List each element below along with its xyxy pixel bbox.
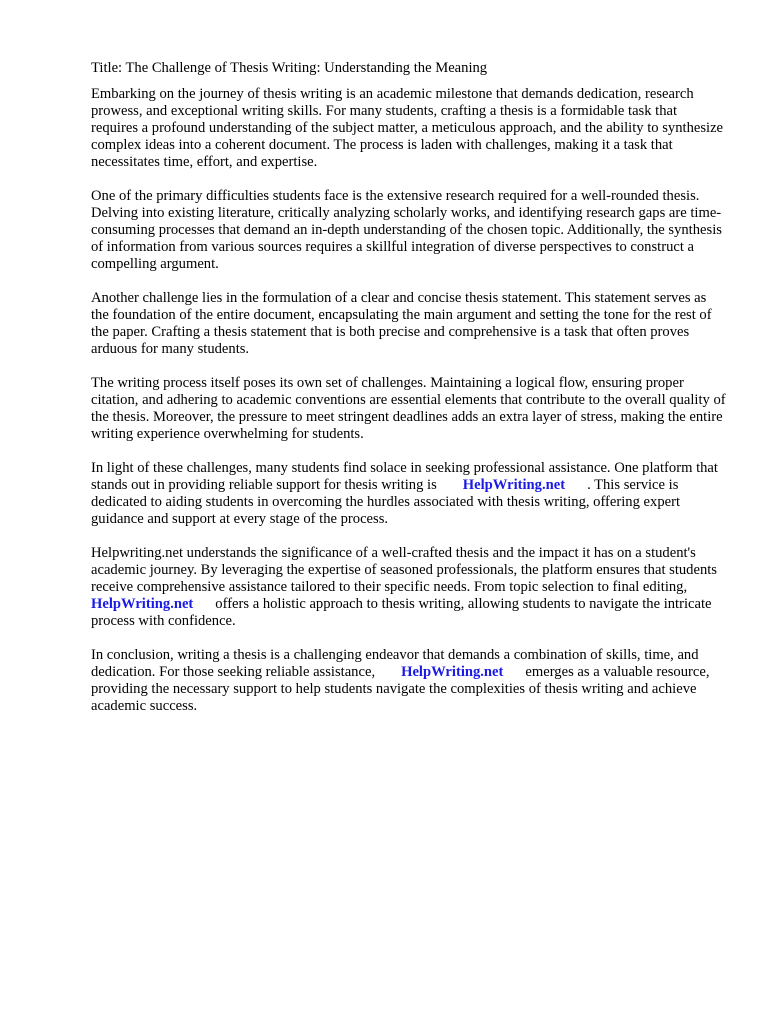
- helpwriting-link[interactable]: HelpWriting.net: [462, 476, 566, 493]
- paragraph-conclusion: [91, 647, 726, 715]
- paragraph-assistance-text-after: . This service is dedicated to aiding students in overcoming the hurdles associated with thesis writing, offering expert guidance and support at every stage of the process.: [91, 476, 681, 528]
- paragraph-thesis-statement: Another challenge lies in the formulation of a clear and concise thesis statement. This statement serves as the foundation of the entire document, encapsulating the main argument and setting the tone for the rest of the paper. Crafting a thesis statement that is both precise and comprehensive is a task that often proves arduous for many students.: [91, 290, 712, 358]
- paragraph-writing-process: The writing process itself poses its own set of challenges. Maintaining a logical flow, ensuring proper citation, and adhering to academic conventions are essential elements that contribute to the overall quality of the thesis. Moreover, the pressure to meet stringent deadlines adds an extra layer of stress, making the entire writing experience overwhelming for students.: [91, 374, 726, 443]
- paragraph-helpwriting-text-before: Helpwriting.net understands the significance of a well-crafted thesis and the impact it has on a student's academic journey. By leveraging the expertise of seasoned professionals, the platform ensures that students receive comprehensive assistance tailored to their specific needs. From topic selection to final editing,: [91, 544, 717, 595]
- paragraph-conclusion-text-after: emerges as a valuable resource, providing the necessary support to help students navigate the complexities of thesis writing and achieve academic success.: [91, 663, 710, 714]
- paragraph-intro: Embarking on the journey of thesis writing is an academic milestone that demands dedication, research prowess, and exceptional writing skills. For many students, crafting a thesis is a formidable task that requires a profound understanding of the subject matter, a meticulous approach, and the ability to synthesize complex ideas into a coherent document. The process is laden with challenges, making it a task that necessitates time, effort, and expertise.: [91, 86, 724, 171]
- paragraph-conclusion-text-before: In conclusion, writing a thesis is a challenging endeavor that demands a combination of skills, time, and dedication. For those seeking reliable assistance,: [91, 646, 699, 680]
- document-title: Title: The Challenge of Thesis Writing: Understanding the Meaning: [91, 60, 488, 76]
- paragraph-research: One of the primary difficulties students face is the extensive research required for a well-rounded thesis. Delving into existing literature, critically analyzing scholarly works, and identifying research gaps are time-consuming processes that demand an in-depth understanding of the chosen topic. Additionally, the synthesis of information from various sources requires a skillful integration of diverse perspectives to construct a compelling argument.: [91, 188, 722, 273]
- document-page: [91, 60, 726, 732]
- paragraph-helpwriting-text-after: offers a holistic approach to thesis writing, allowing students to navigate the intricate process with confidence.: [91, 595, 712, 630]
- helpwriting-link[interactable]: HelpWriting.net: [91, 595, 194, 612]
- paragraph-assistance: [91, 460, 726, 528]
- paragraph-helpwriting: [91, 545, 726, 630]
- helpwriting-link[interactable]: HelpWriting.net: [401, 663, 504, 680]
- paragraph-assistance-text-before: In light of these challenges, many students find solace in seeking professional assistance. One platform that stands out in providing reliable support for thesis writing is: [91, 459, 718, 493]
